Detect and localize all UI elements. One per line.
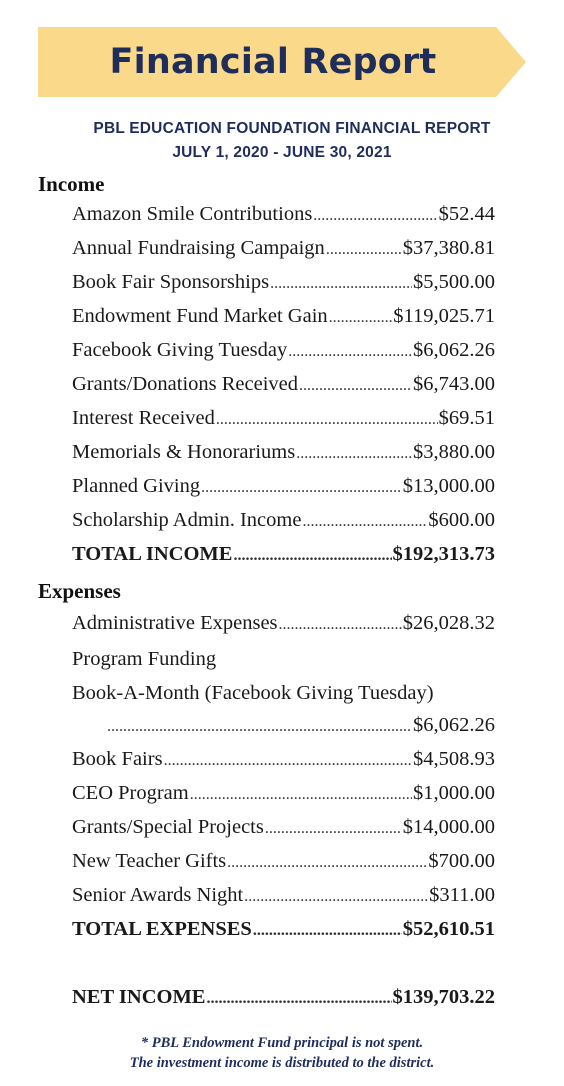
row-label: Amazon Smile Contributions: [72, 203, 313, 225]
income-row: [72, 271, 495, 301]
income-row: [72, 203, 495, 233]
row-amount: $700.00: [428, 850, 495, 872]
row-amount: $5,500.00: [413, 271, 495, 293]
dot-leader: [326, 241, 402, 259]
dot-leader: [288, 343, 412, 361]
row-label: Book Fair Sponsorships: [72, 271, 270, 293]
dot-leader: [270, 275, 412, 293]
title-banner: [38, 27, 526, 97]
row-amount: $6,743.00: [413, 373, 495, 395]
income-row: [72, 237, 495, 267]
income-heading: Income: [38, 172, 105, 196]
dot-leader: [164, 752, 412, 770]
row-amount: $139,703.22: [392, 986, 495, 1008]
income-row: [72, 305, 495, 335]
row-label: TOTAL INCOME: [72, 543, 233, 565]
dot-leader: [313, 207, 437, 225]
row-label: Facebook Giving Tuesday: [72, 339, 288, 361]
expense-row: [72, 748, 495, 778]
row-amount: $119,025.71: [393, 305, 495, 327]
dot-leader: [227, 854, 427, 872]
row-label: Planned Giving: [72, 475, 201, 497]
row-amount: $4,508.93: [413, 748, 495, 770]
dot-leader: [299, 377, 412, 395]
expense-row: [72, 612, 495, 642]
dot-leader: [296, 445, 412, 463]
row-label: Memorials & Honorariums: [72, 441, 296, 463]
row-amount: $1,000.00: [413, 782, 495, 804]
dot-leader: [201, 479, 402, 497]
row-amount: $3,880.00: [413, 441, 495, 463]
row-label: Administrative Expenses: [72, 612, 278, 634]
report-subtitle: PBL EDUCATION FOUNDATION FINANCIAL REPORT: [93, 120, 491, 137]
book-a-month-label: Book-A-Month (Facebook Giving Tuesday): [72, 682, 434, 704]
dot-leader: [206, 990, 391, 1008]
dot-leader: [190, 786, 412, 804]
dot-leader: [265, 820, 402, 838]
row-amount: $52,610.51: [402, 918, 495, 940]
row-label: New Teacher Gifts: [72, 850, 227, 872]
income-row: [72, 407, 495, 437]
row-amount: $6,062.26: [413, 339, 495, 361]
footnote-line-2: The investment income is distributed to the district.: [129, 1055, 435, 1071]
row-label: Scholarship Admin. Income: [72, 509, 302, 531]
row-label: TOTAL EXPENSES: [72, 918, 252, 940]
income-row: [72, 509, 495, 539]
dot-leader: [244, 888, 428, 906]
row-label: Interest Received: [72, 407, 215, 429]
dot-leader: [302, 513, 427, 531]
net-income-row: [72, 986, 495, 1016]
row-amount: $37,380.81: [402, 237, 495, 259]
dot-leader: [253, 922, 402, 940]
row-label: Senior Awards Night: [72, 884, 244, 906]
row-amount: $600.00: [428, 509, 495, 531]
row-label: Grants/Special Projects: [72, 816, 264, 838]
row-amount: $52.44: [438, 203, 495, 225]
total-expenses-row: [72, 918, 495, 948]
expense-row: [72, 782, 495, 812]
dot-leader: [279, 616, 402, 634]
page-title: Financial Report: [109, 42, 437, 82]
total-income-row: [72, 543, 495, 573]
dot-leader: [329, 309, 393, 327]
row-label: CEO Program: [72, 782, 189, 804]
dot-leader: [233, 547, 391, 565]
income-row: [72, 441, 495, 471]
row-amount: $311.00: [429, 884, 495, 906]
row-amount: $13,000.00: [402, 475, 495, 497]
row-label: NET INCOME: [72, 986, 206, 1008]
income-row: [72, 373, 495, 403]
row-amount: $14,000.00: [402, 816, 495, 838]
footnote-line-1: * PBL Endowment Fund principal is not spent.: [140, 1035, 424, 1051]
row-label: Book Fairs: [72, 748, 163, 770]
book-a-month-amount-row: [106, 714, 495, 744]
row-amount: $69.51: [438, 407, 495, 429]
expense-row: [72, 850, 495, 880]
expense-row: [72, 884, 495, 914]
row-label: Annual Fundraising Campaign: [72, 237, 325, 259]
row-amount: $6,062.26: [413, 714, 495, 736]
row-amount: $192,313.73: [392, 543, 495, 565]
row-label: Endowment Fund Market Gain: [72, 305, 328, 327]
income-row: [72, 475, 495, 505]
dot-leader: [216, 411, 438, 429]
expense-row: [72, 816, 495, 846]
income-row: [72, 339, 495, 369]
program-funding-label: Program Funding: [72, 648, 217, 670]
dot-leader: [107, 718, 412, 736]
row-amount: $26,028.32: [402, 612, 495, 634]
row-label: Grants/Donations Received: [72, 373, 299, 395]
report-date-range: JULY 1, 2020 - JUNE 30, 2021: [172, 144, 392, 161]
expenses-heading: Expenses: [38, 579, 121, 603]
